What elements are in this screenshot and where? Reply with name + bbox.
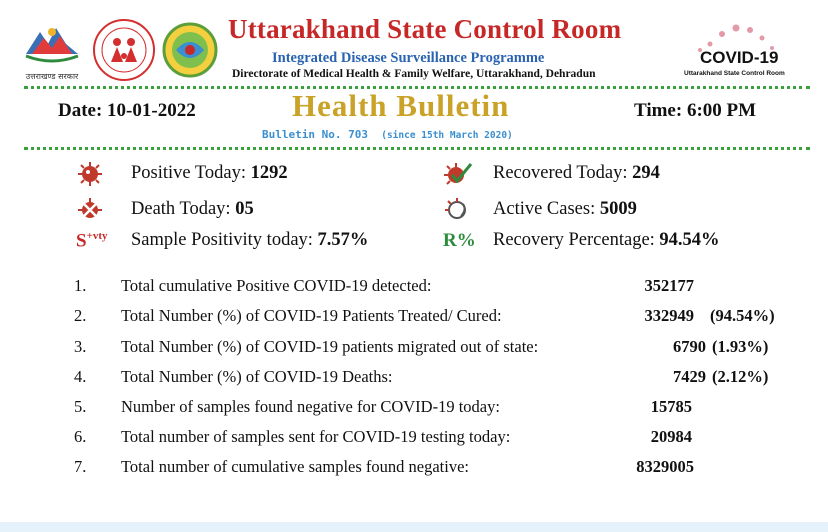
death-today-value: 05: [235, 199, 254, 219]
virus-icon: [76, 160, 104, 193]
recovered-virus-check-icon: [443, 160, 473, 193]
active-cases-value: 5009: [599, 199, 637, 219]
programme-subtitle: Integrated Disease Surveillance Programme: [272, 50, 545, 66]
page-title: Uttarakhand State Control Room: [228, 14, 622, 44]
table-row-value: 352177: [644, 276, 694, 295]
logo-caption: उत्तराखण्ड सरकार: [25, 72, 79, 81]
sample-positivity: Sample Positivity today: 7.57%: [131, 230, 369, 250]
recovered-today: Recovered Today: 294: [493, 163, 660, 183]
positive-today-value: 1292: [250, 163, 288, 183]
table-row-percent: (94.54%): [710, 306, 775, 325]
recovery-percentage: Recovery Percentage: 94.54%: [493, 230, 720, 250]
table-row-value: 20984: [650, 427, 692, 446]
table-row-percent: (2.12%): [712, 367, 769, 386]
national-health-mission-logo: [92, 18, 156, 87]
bulletin-number-line: [262, 128, 513, 141]
bulletin-date: Date: 10-01-2022: [58, 100, 196, 121]
table-row-value: 332949: [644, 306, 694, 325]
sample-positivity-value: 7.57%: [317, 230, 369, 250]
table-row-number: 1.: [74, 276, 87, 295]
table-row-label: Total number of samples sent for COVID-19 testing today:: [121, 427, 511, 446]
footer-strip: [0, 522, 828, 532]
recovery-percentage-value: 94.54%: [659, 230, 720, 250]
table-row-number: 6.: [74, 427, 87, 446]
bulletin-time: Time: 6:00 PM: [634, 100, 757, 121]
recovered-today-value: 294: [632, 163, 660, 183]
table-row-value: 8329005: [636, 457, 694, 476]
table-row-label: Total cumulative Positive COVID-19 detected:: [121, 276, 432, 295]
table-row-number: 2.: [74, 306, 87, 325]
bulletin-since: (since 15th March 2020): [381, 130, 513, 141]
table-row-percent: (1.93%): [712, 337, 769, 356]
sample-positivity-symbol: $S^{+vty}$: [76, 230, 108, 252]
table-row-value: 6790: [673, 337, 706, 356]
table-row-label: Total number of cumulative samples found negative:: [121, 457, 469, 476]
death-virus-icon: [76, 196, 104, 229]
divider-bottom: [24, 147, 810, 150]
idsp-logo: [162, 22, 218, 83]
positive-today: Positive Today: 1292: [131, 163, 288, 183]
death-today: Death Today: 05: [131, 199, 254, 219]
table-row-label: Number of samples found negative for COVID-19 today:: [121, 397, 500, 416]
table-row-number: 3.: [74, 337, 87, 356]
active-cases: Active Cases: 5009: [493, 199, 637, 219]
covid19-logo-subtext: Uttarakhand State Control Room: [684, 70, 785, 77]
table-row-label: Total Number (%) of COVID-19 patients migrated out of state:: [121, 337, 539, 356]
table-row-number: 4.: [74, 367, 87, 386]
table-row-label: Total Number (%) of COVID-19 Deaths:: [121, 367, 393, 386]
directorate-line: Directorate of Medical Health & Family Welfare, Uttarakhand, Dehradun: [232, 68, 596, 80]
table-row-number: 5.: [74, 397, 87, 416]
table-row-label: Total Number (%) of COVID-19 Patients Treated/ Cured:: [121, 306, 502, 325]
bulletin-number: Bulletin No. 703: [262, 128, 368, 141]
recovery-percentage-symbol: R%: [443, 230, 476, 251]
sample-positivity-sup: +vty: [86, 230, 108, 242]
table-row-value: 7429: [673, 367, 706, 386]
bulletin-title: Health Bulletin: [292, 88, 510, 123]
active-cases-icon: [443, 196, 473, 229]
uttarakhand-govt-logo: [22, 22, 82, 80]
covid19-logo-text: COVID-19: [700, 48, 779, 67]
table-row-value: 15785: [650, 397, 692, 416]
table-row-number: 7.: [74, 457, 87, 476]
